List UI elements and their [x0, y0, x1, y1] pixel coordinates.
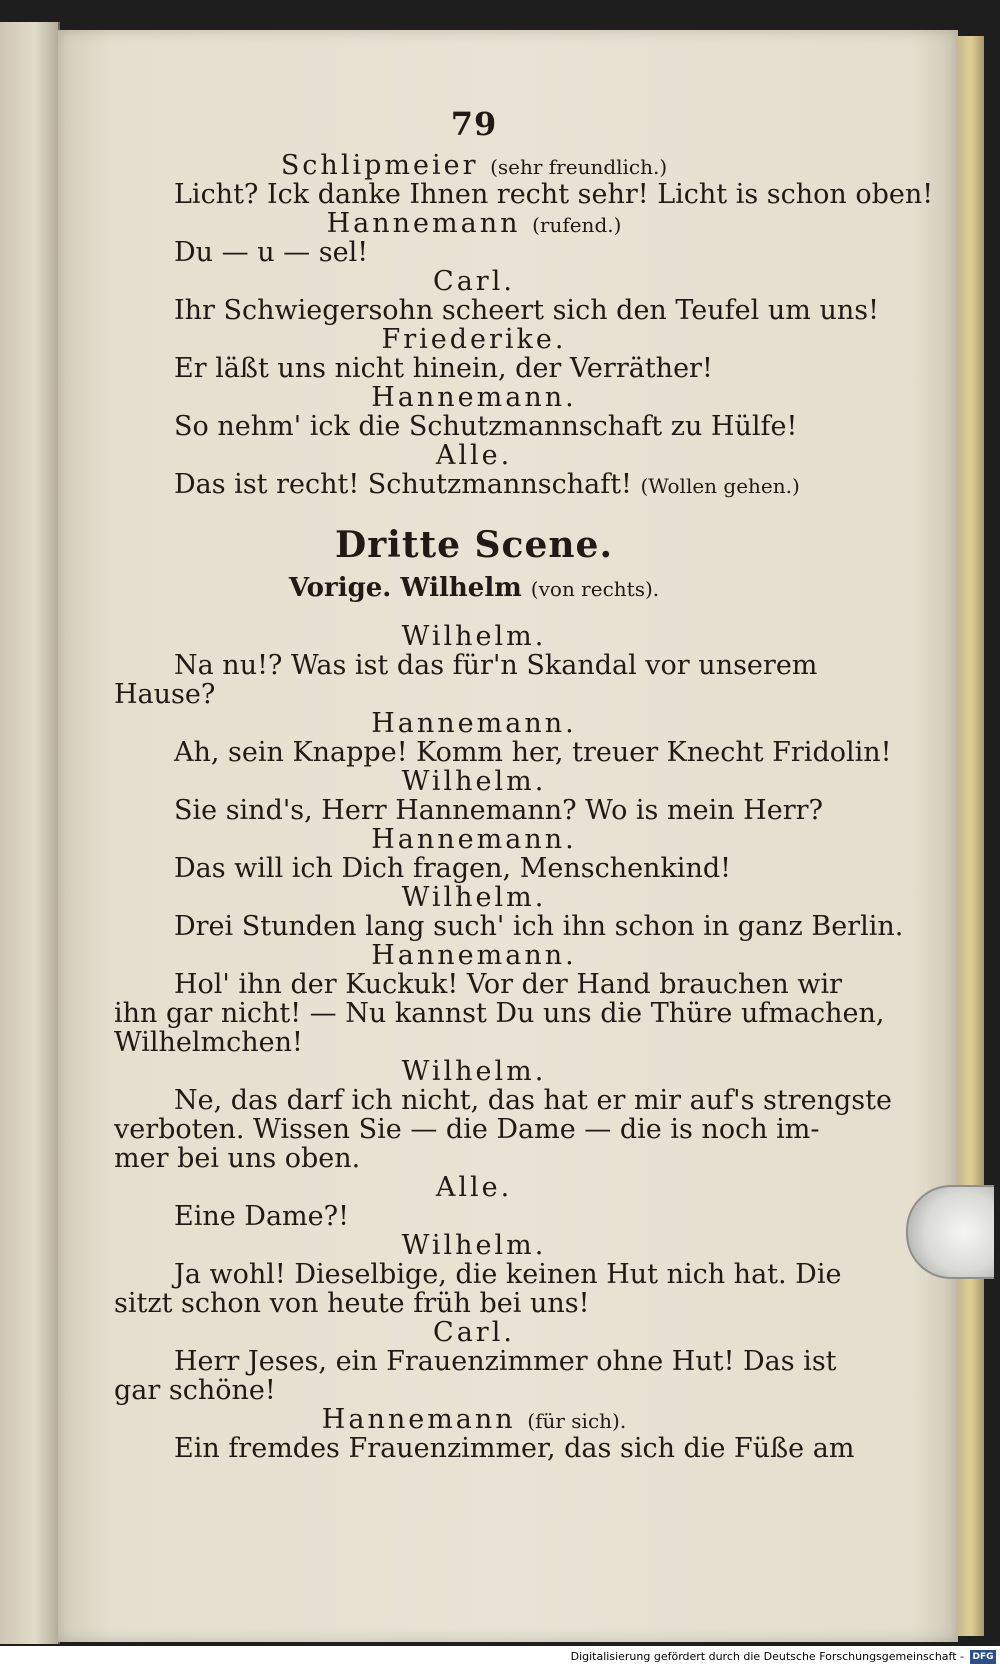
dialogue-line	[114, 470, 834, 501]
dialogue-text: Das will ich Dich fragen, Menschenkind!	[174, 853, 731, 884]
speaker-name	[114, 883, 834, 912]
speaker-name	[114, 151, 834, 180]
dialogue-block-1	[114, 150, 934, 501]
dialogue-text: Er läßt uns nicht hinein, der Verräther!	[174, 353, 713, 384]
speaker-label: Hannemann.	[371, 940, 577, 971]
dialogue-continuation: sitzt schon von heute früh bei uns!	[114, 1288, 590, 1319]
dialogue-continuation: gar schöne!	[114, 1375, 276, 1406]
dialogue-line	[114, 1346, 837, 1377]
dialogue-line	[114, 651, 834, 680]
speaker-label: Hannemann	[326, 208, 521, 239]
dialogue-line	[114, 1202, 834, 1231]
dfg-logo: DFG	[970, 1650, 996, 1664]
speaker-label: Friederike.	[381, 324, 567, 355]
page-text	[114, 105, 934, 1464]
dialogue-text: Ein fremdes Frauenzimmer, das sich die Füße am	[174, 1433, 855, 1464]
dialogue-text: Ah, sein Knappe! Komm her, treuer Knecht Fridolin!	[174, 737, 892, 768]
page-number: 79	[450, 105, 498, 143]
dialogue-text: Ihr Schwiegersohn scheert sich den Teufel um uns!	[174, 295, 879, 326]
speaker-label: Hannemann.	[371, 382, 577, 413]
dialogue-block-2	[114, 621, 904, 1464]
scene-title: Dritte Scene.	[335, 524, 613, 566]
speaker-name	[114, 1318, 834, 1347]
dialogue-text: So nehm' ick die Schutzmannschaft zu Hülfe!	[174, 411, 798, 442]
speaker-name	[114, 709, 834, 738]
speaker-label: Carl.	[433, 266, 515, 297]
speaker-name	[114, 941, 834, 970]
dialogue-text: Sie sind's, Herr Hannemann? Wo is mein Herr?	[174, 795, 823, 826]
speaker-name	[114, 1405, 834, 1434]
dialogue-line	[114, 854, 834, 883]
speaker-label: Wilhelm.	[401, 882, 547, 913]
speaker-name	[114, 1173, 834, 1202]
stage-direction: (sehr freundlich.)	[490, 155, 668, 179]
scene-cast-names: Vorige. Wilhelm	[288, 573, 522, 603]
speaker-label: Wilhelm.	[401, 621, 547, 652]
dialogue-line	[114, 238, 834, 267]
speaker-name	[114, 441, 834, 470]
stage-direction: (Wollen gehen.)	[640, 474, 800, 498]
speaker-label: Hannemann.	[371, 824, 577, 855]
speaker-label: Hannemann	[321, 1404, 516, 1435]
speaker-name	[114, 767, 834, 796]
speaker-name	[114, 622, 834, 651]
dialogue-line	[114, 179, 934, 210]
dialogue-continuation: ihn gar nicht! — Nu kannst Du uns die Thüre ufmachen,	[114, 998, 885, 1029]
dialogue-continuation: verboten. Wissen Sie — die Dame — die is noch im-	[114, 1114, 820, 1145]
dialogue-text: Du — u — sel!	[174, 237, 369, 268]
speaker-name	[114, 325, 834, 354]
dialogue-text: Na nu!? Was ist das für'n Skandal vor unserem	[174, 650, 818, 681]
dialogue-text: Ne, das darf ich nicht, das hat er mir auf's strengste	[174, 1085, 892, 1116]
speaker-label: Wilhelm.	[401, 766, 547, 797]
scene-cast-direction: (von rechts).	[530, 577, 660, 601]
dialogue-line	[114, 295, 879, 326]
stage-direction: (für sich).	[527, 1409, 627, 1433]
dialogue-line	[114, 911, 904, 942]
speaker-name	[114, 1057, 834, 1086]
speaker-label: Carl.	[433, 1317, 515, 1348]
speaker-name	[114, 209, 834, 238]
dialogue-line	[114, 796, 834, 825]
dialogue-text: Drei Stunden lang such' ich ihn schon in ganz Berlin.	[174, 911, 904, 942]
speaker-name	[114, 1231, 834, 1260]
dialogue-text: Hol' ihn der Kuckuk! Vor der Hand brauchen wir	[174, 969, 843, 1000]
dialogue-continuation: mer bei uns oben.	[114, 1143, 361, 1174]
dialogue-text: Ja wohl! Dieselbige, die keinen Hut nich hat. Die	[174, 1259, 842, 1290]
dialogue-continuation: Wilhelmchen!	[114, 1027, 303, 1058]
dialogue-line	[114, 1085, 892, 1116]
speaker-label: Wilhelm.	[401, 1056, 547, 1087]
dialogue-continuation: Hause?	[114, 679, 216, 710]
speaker-label: Schlipmeier	[280, 150, 479, 181]
speaker-label: Alle.	[435, 1172, 513, 1203]
dialogue-text: Licht? Ick danke Ihnen recht sehr! Licht is schon oben!	[174, 179, 934, 210]
stage-direction: (rufend.)	[532, 213, 622, 237]
scene-cast	[114, 573, 834, 604]
speaker-name	[114, 267, 834, 296]
left-page-edge	[0, 22, 60, 1644]
dialogue-line	[114, 969, 843, 1000]
dialogue-line	[114, 1433, 855, 1464]
dialogue-line	[114, 737, 892, 768]
dialogue-text: Eine Dame?!	[174, 1201, 349, 1232]
dialogue-line	[114, 354, 834, 383]
dialogue-line	[114, 1259, 842, 1290]
speaker-label: Wilhelm.	[401, 1230, 547, 1261]
speaker-label: Hannemann.	[371, 708, 577, 739]
speaker-label: Alle.	[435, 440, 513, 471]
page-stack-edge	[958, 36, 984, 1636]
dialogue-text: Das ist recht! Schutzmannschaft!	[174, 469, 632, 500]
speaker-name	[114, 825, 834, 854]
page-clip	[906, 1185, 994, 1279]
dialogue-line	[114, 412, 834, 441]
dialogue-text: Herr Jeses, ein Frauenzimmer ohne Hut! Das ist	[174, 1346, 837, 1377]
speaker-name	[114, 383, 834, 412]
footer-credit: Digitalisierung gefördert durch die Deutsche Forschungsgemeinschaft -	[0, 1646, 1000, 1668]
